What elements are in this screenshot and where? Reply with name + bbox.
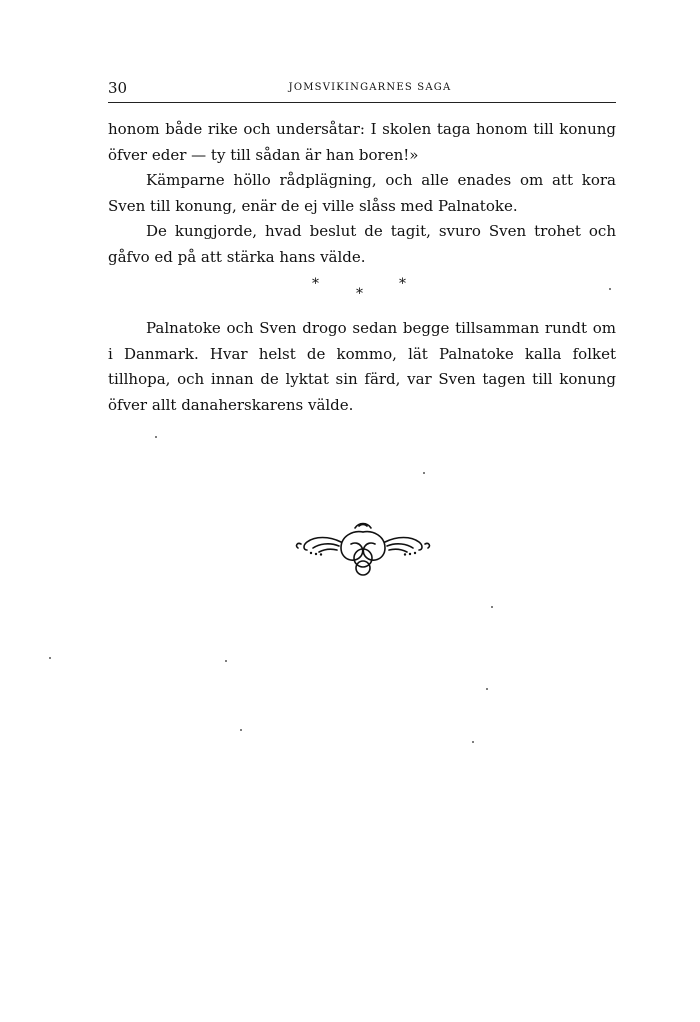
body-text-section-1 [108,117,616,270]
paragraph: Palnatoke och Sven drogo sedan begge tillsamman rundt om i Danmark. Hvar helst de kommo, lät Palnatoke kalla folket tillhopa, och innan de lyktat sin färd, var Sven tagen till konung öfver allt danaherskarens välde. [108,319,616,414]
asterisk-middle: * [356,286,363,302]
header-rule [108,102,616,103]
asterisk-left: * [312,276,319,292]
print-speck [609,288,611,290]
print-speck [155,436,157,438]
page-number: 30 [108,79,128,97]
print-speck [240,729,242,731]
paragraph: De kungjorde, hvad beslut de tagit, svuro Sven trohet och gåfvo ed på att stärka hans välde. [108,222,616,266]
print-speck [472,741,474,743]
running-title: JOMSVIKINGARNES SAGA [288,82,452,93]
print-speck [49,657,51,659]
body-text-section-2 [108,316,616,418]
print-speck [225,660,227,662]
print-speck [491,606,493,608]
print-speck [423,472,425,474]
paragraph: Kämparne höllo rådplägning, och alle enades om att kora Sven till konung, enär de ej ville slåss med Palnatoke. [108,171,616,215]
paragraph-continuation: honom både rike och undersåtar: I skolen taga honom till konung öfver eder — ty till sådan är han boren!» [108,120,616,164]
page-header [108,78,616,98]
tailpiece-ornament-icon [293,520,433,580]
print-speck [486,688,488,690]
asterism-divider [300,275,420,305]
asterisk-right: * [399,276,406,292]
